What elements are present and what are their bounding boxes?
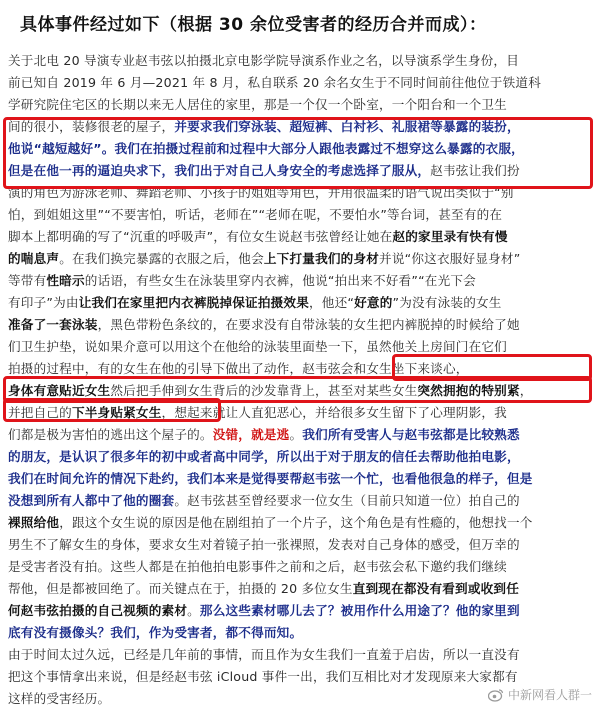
text-segment: 。赵韦弦甚至曾经要求一位女生（目前只知道一位）拍自己的 xyxy=(174,493,520,508)
text-segment: 的朋友，是认识了很多年的初中或者高中同学，所以出于对于朋友的信任去帮助他拍电影， xyxy=(8,449,520,464)
text-line xyxy=(8,270,592,292)
text-segment: 何赵韦弦拍摄的自己视频的素材 xyxy=(8,603,188,618)
text-segment: 演的角色为游泳老师、舞蹈老师、小孩子的姐姐等角色，并用很温柔的语气说出类似于“别 xyxy=(8,185,514,200)
text-line xyxy=(8,644,592,666)
text-segment: 并说“你这衣服好显身材” xyxy=(379,251,521,266)
text-segment: 我们所有受害人与赵韦弦都是比较熟悉 xyxy=(302,427,520,442)
document-title: 具体事件经过如下（根据 30 余位受害者的经历合并而成）： xyxy=(20,15,487,35)
text-segment: 赵韦弦会和女生坐下来谈心， xyxy=(302,361,469,376)
text-segment: 前已知自 2019 年 6 月—2021 年 8 月，私自联系 20 余名女生于不同时间前往他位于铁道科 xyxy=(8,75,541,90)
text-segment: ，黑色带粉色条纹的，在要求没有自带泳装的女生把内裤脱掉的时候给了她 xyxy=(97,317,520,332)
text-line xyxy=(8,182,592,204)
text-line xyxy=(8,666,592,688)
text-line xyxy=(8,600,592,622)
text-segment: 没想到所有人都中了他的圈套 xyxy=(8,493,175,508)
text-segment: 间的很小，装修很老的屋子， xyxy=(8,119,175,134)
text-line xyxy=(8,160,592,182)
text-segment: 。在我们换完暴露的衣服之后，他会 xyxy=(59,251,264,266)
text-segment: 帮他，但是都被回绝了。而关键点在于，拍摄的 20 多位女生 xyxy=(8,581,353,596)
text-line xyxy=(8,468,592,490)
text-line xyxy=(8,94,592,116)
text-line xyxy=(8,578,592,600)
text-segment: 由于时间太过久远，已经是几年前的事情，而且作为女生我们一直羞于启齿，所以一直没有 xyxy=(8,647,520,662)
text-segment: 突然拥抱的特别紧 xyxy=(417,383,520,398)
text-segment: 把这个事情拿出来说，但是经赵韦弦 iCloud 事件一出，我们互相比对才发现原来大家都有 xyxy=(8,669,518,684)
text-segment: 。 xyxy=(187,603,200,618)
text-segment: 们都是极为害怕的逃出这个屋子的。 xyxy=(8,427,213,442)
text-line xyxy=(8,424,592,446)
text-segment: 然后把手伸到女生背后的沙发靠背上，甚至对某些女生 xyxy=(110,383,418,398)
text-segment: 他说“越短越好”。我们在拍摄过程前和过程中大部分人跟他表露过不想穿这么暴露的衣服， xyxy=(8,141,524,156)
text-segment: 底有没有摄像头？我们，作为受害者，都不得而知。 xyxy=(8,625,303,640)
text-line xyxy=(8,138,592,160)
text-line xyxy=(8,358,592,380)
text-segment: 那么这些素材哪儿去了？被用作什么用途了？他的家里到 xyxy=(199,603,520,618)
text-segment: 好意的 xyxy=(354,295,393,310)
text-segment: 赵的家里录有快有慢 xyxy=(392,229,508,244)
text-line xyxy=(8,534,592,556)
text-segment: 学研究院住宅区的长期以来无人居住的家里，那是一个仅一个卧室，一个阳台和一个卫生 xyxy=(8,97,507,112)
text-segment: 并要求我们穿泳装、超短裤、白衬衫、礼服裙等暴露的装扮， xyxy=(174,119,520,134)
text-segment: 性暗示 xyxy=(46,273,85,288)
text-line xyxy=(8,446,592,468)
text-line xyxy=(8,490,592,512)
text-line xyxy=(8,336,592,358)
watermark xyxy=(488,686,592,703)
text-line xyxy=(8,512,592,534)
text-segment: 等带有 xyxy=(8,273,47,288)
text-segment: 的喘息声 xyxy=(8,251,60,266)
text-line xyxy=(8,72,592,94)
text-line xyxy=(8,556,592,578)
text-segment: 准备了一套泳装 xyxy=(8,317,98,332)
text-segment: ， xyxy=(519,383,533,398)
text-segment: 并把自己的 xyxy=(8,405,72,420)
text-segment: 裸照给他 xyxy=(8,515,60,530)
text-segment: 有印子”为由 xyxy=(8,295,79,310)
text-segment: ，跟这个女生说的原因是他在剧组拍了一个片子，这个角色是有性瘾的，他想找一个 xyxy=(59,515,533,530)
text-line xyxy=(8,248,592,270)
text-segment: 男生不了解女生的身体，要求女生对着镜子拍一张裸照，发表对自己身体的感受，但万幸的 xyxy=(8,537,520,552)
text-line xyxy=(8,292,592,314)
text-segment: 下半身贴紧女生 xyxy=(71,405,162,420)
weibo-logo-icon xyxy=(488,688,504,702)
text-segment: 的话语，有些女生在泳装里穿内衣裤，他说“拍出来不好看”“在光下会 xyxy=(84,273,476,288)
text-segment: 关于北电 20 导演专业赵韦弦以拍摄北京电影学院导演系作业之名，以导演系学生身份，目 xyxy=(8,53,519,68)
text-segment: 没错，就是逃 xyxy=(212,427,290,442)
text-segment: ，想起来就让人直犯恶心，并给很多女生留下了心理阴影，我 xyxy=(161,405,507,420)
text-segment: 上下打量我们的身材 xyxy=(263,251,380,266)
text-segment: 直到现在都没有看到或收到任 xyxy=(352,581,520,596)
text-segment: 。 xyxy=(289,427,303,442)
text-segment: ，他还“ xyxy=(309,295,355,310)
text-line xyxy=(8,116,592,138)
text-segment: 让我们在家里把内衣裤脱掉保证拍摄效果 xyxy=(78,295,309,310)
text-segment: 我们在时间允许的情况下赴约，我们本来是觉得要帮赵韦弦一个忙，也看他很急的样子，但是 xyxy=(8,471,533,486)
text-line xyxy=(8,50,592,72)
text-line xyxy=(8,622,592,644)
text-segment: 身体有意贴近女生 xyxy=(8,383,111,398)
text-segment: 脚本上都明确的写了“沉重的呼吸声”，有位女生说赵韦弦曾经让她在 xyxy=(8,229,393,244)
text-segment: ”为没有泳装的女生 xyxy=(392,295,502,310)
text-segment: 是受害者没有拍。这些人都是在拍他拍电影事件之前和之后，赵韦弦会私下邀约我们继续 xyxy=(8,559,507,574)
text-segment: 赵韦弦让我们扮 xyxy=(430,163,520,178)
text-line xyxy=(8,226,592,248)
text-segment: 怕，到姐姐这里”“不要害怕，听话，老师在”“老师在呢，不要怕水”等台词，甚至有的在 xyxy=(8,207,503,222)
text-line xyxy=(8,204,592,226)
text-segment: 但是在他一再的逼迫央求下，我们出于对自己人身安全的考虑选择了服从， xyxy=(8,163,431,178)
text-segment: 这样的受害经历。 xyxy=(8,691,111,706)
text-line xyxy=(8,314,592,336)
text-segment: 们卫生护垫，说如果介意可以用这个在他给的泳装里面垫一下，虽然他关上房间门在它们 xyxy=(8,339,507,354)
text-line xyxy=(8,380,592,402)
watermark-text: 中新网看人群一 xyxy=(507,688,592,702)
text-line xyxy=(8,402,592,424)
text-segment: 拍摄的过程中，有的女生在他的引导下做出了动作， xyxy=(8,361,303,376)
